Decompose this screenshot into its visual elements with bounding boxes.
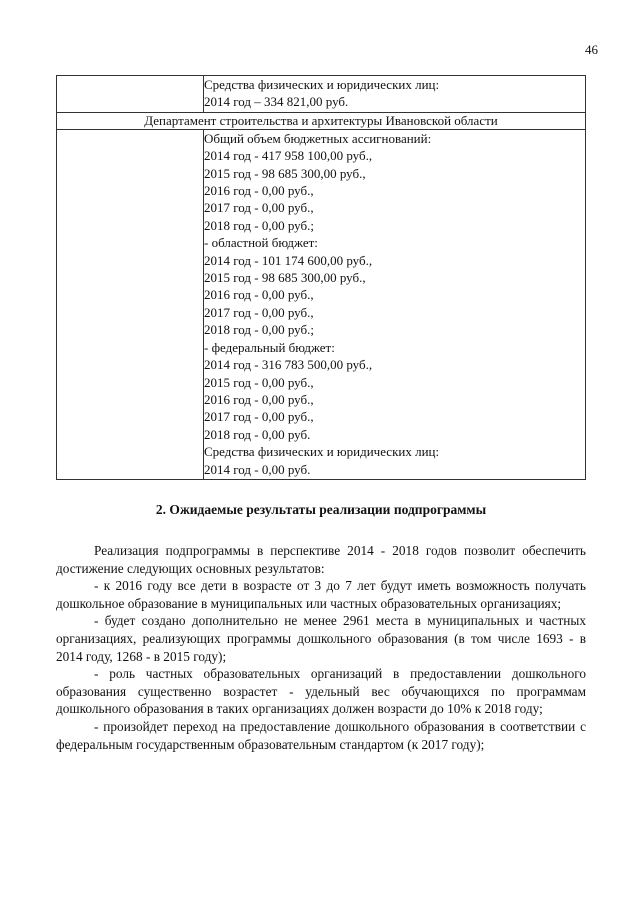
page-number: 46 — [585, 42, 598, 57]
funding-lines — [204, 130, 585, 479]
funding-line: 2014 год – 334 821,00 руб. — [204, 94, 349, 110]
funding-line: - областной бюджет: — [204, 235, 318, 251]
funding-line: 2018 год - 0,00 руб.; — [204, 322, 314, 338]
funding-line: - федеральный бюджет: — [204, 339, 335, 355]
funding-line: 2014 год - 101 174 600,00 руб., — [204, 252, 373, 268]
funding-line: 2016 год - 0,00 руб., — [204, 287, 314, 303]
funding-line: 2015 год - 0,00 руб., — [204, 374, 314, 390]
body-paragraph: - к 2016 году все дети в возрасте от 3 до 7 лет будут иметь возможность получать дошкольное образование в муниципальных или частных образовательных организациях; — [56, 578, 586, 611]
table-cell-funding — [204, 76, 586, 113]
department-heading: Департамент строительства и архитектуры Ивановской области — [57, 112, 586, 129]
funding-line: 2018 год - 0,00 руб. — [204, 426, 311, 442]
body-paragraph: - роль частных образовательных организаций в предоставлении дошкольного образования существенно возрастет - удельный вес обучающихся по программам дошкольного образования в таких организациях должен возрасти до 10% к 2018 году; — [56, 666, 586, 717]
funding-line: 2015 год - 98 685 300,00 руб., — [204, 270, 366, 286]
funding-line: Средства физических и юридических лиц: — [204, 77, 440, 92]
funding-line: 2018 год - 0,00 руб.; — [204, 217, 314, 233]
funding-line: Средства физических и юридических лиц: — [204, 444, 440, 460]
table-cell-funding — [204, 129, 586, 479]
funding-line: 2017 год - 0,00 руб., — [204, 200, 314, 216]
funding-line: 2017 год - 0,00 руб., — [204, 304, 314, 320]
table-row — [57, 76, 586, 113]
table-row — [57, 129, 586, 479]
funding-line: 2016 год - 0,00 руб., — [204, 183, 314, 199]
funding-line: 2014 год - 0,00 руб. — [204, 461, 311, 477]
table-cell-empty — [57, 76, 204, 113]
table-row — [57, 112, 586, 129]
table-cell-empty — [57, 129, 204, 479]
funding-line: 2016 год - 0,00 руб., — [204, 391, 314, 407]
funding-line: Общий объем бюджетных ассигнований: — [204, 130, 432, 146]
budget-table — [56, 75, 586, 480]
funding-line: 2014 год - 316 783 500,00 руб., — [204, 357, 373, 373]
section-title: 2. Ожидаемые результаты реализации подпрограммы — [155, 502, 487, 517]
funding-line: 2015 год - 98 685 300,00 руб., — [204, 165, 366, 181]
funding-lines — [204, 76, 585, 112]
section-body — [56, 542, 586, 753]
body-paragraph: - произойдет переход на предоставление дошкольного образования в соответствии с федеральным государственным образовательным стандартом (к 2017 году); — [56, 718, 586, 752]
funding-line: 2017 год - 0,00 руб., — [204, 409, 314, 425]
funding-line: 2014 год - 417 958 100,00 руб., — [204, 148, 373, 164]
body-paragraph: Реализация подпрограммы в перспективе 2014 - 2018 годов позволит обеспечить достижение следующих основных результатов: — [56, 543, 586, 576]
body-paragraph: - будет создано дополнительно не менее 2961 места в муниципальных и частных организациях, реализующих программы дошкольного образования (в том числе 1693 - в 2014 году, 1268 - в 2015 году); — [56, 613, 586, 664]
